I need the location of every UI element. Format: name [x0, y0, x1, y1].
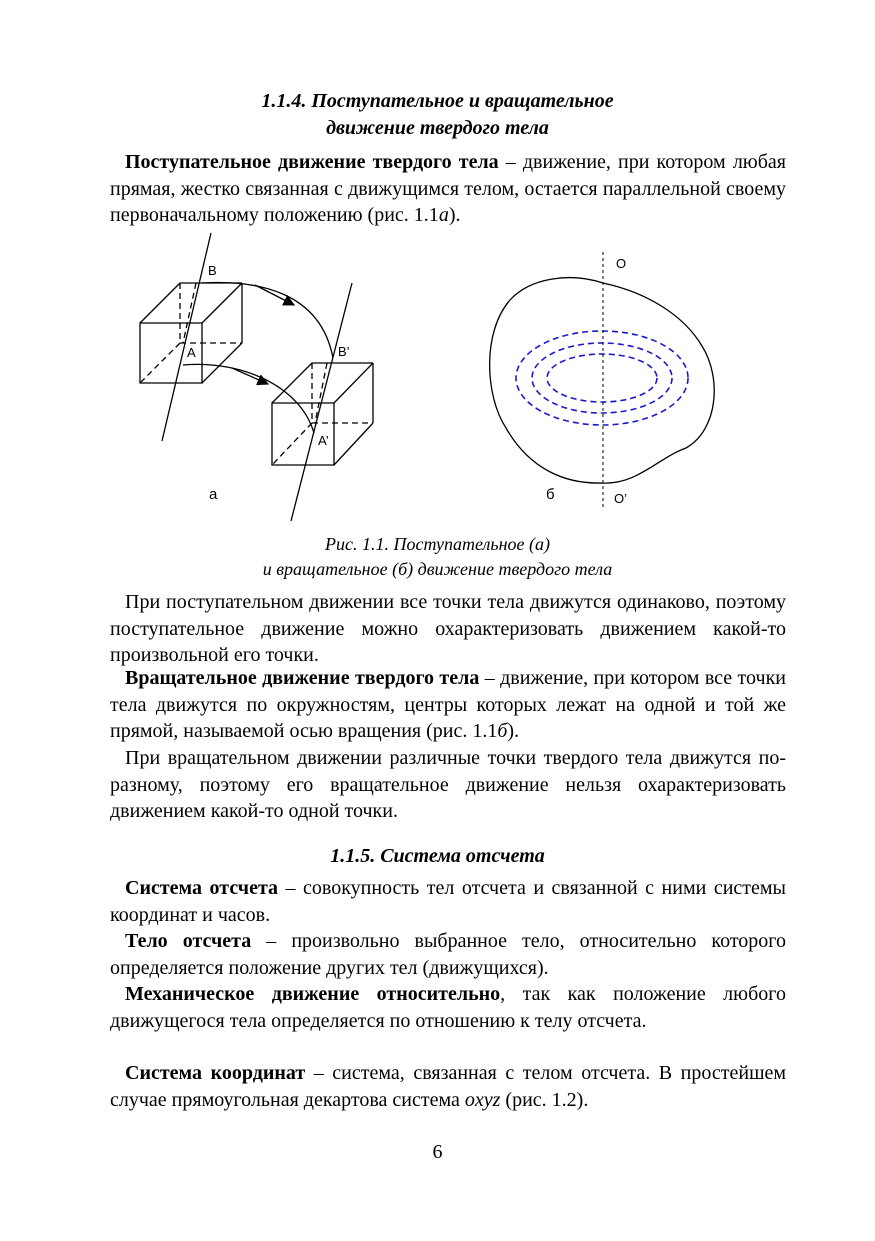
paragraph-text: – произвольно выбранное тело, относительно которого определяется положение других тел (движущихся).	[110, 930, 787, 979]
label-axis-O-prime: O’	[614, 491, 627, 506]
figure-caption	[110, 532, 765, 582]
paragraph-reference-system	[110, 875, 786, 928]
section-title-line-1: 1.1.4. Поступательное и вращательное	[261, 90, 614, 112]
paragraph-text: – система, связанная с телом отсчета. В простейшем случае прямоугольная декартова система	[110, 1062, 787, 1111]
term-relative-motion: Механическое движение относительно	[125, 983, 501, 1005]
axis-line-initial	[162, 233, 211, 441]
trajectory-arrow-B	[255, 285, 294, 305]
figure-ref-letter: б	[497, 720, 508, 742]
trajectory-arrow-A	[232, 368, 268, 384]
trajectory-arc-B	[202, 283, 333, 358]
label-point-A: A	[187, 345, 196, 360]
paragraph-text: , так как положение любого движущегося тела определяется по отношению к телу отсчета.	[110, 983, 786, 1032]
paragraph-translational-points: При поступательном движении все точки тела движутся одинаково, поэтому поступательное движение можно охарактеризовать движением какой-то произвольной его точки.	[110, 591, 786, 666]
sublabel-a: а	[209, 486, 218, 503]
caption-line-2: и вращательное (б) движение твердого тела	[262, 559, 613, 579]
rotation-circles	[516, 331, 688, 425]
paragraph-rotational-points: При вращательном движении различные точки твердого тела движутся по-разному, поэтому его вращательное движение нельзя охарактеризовать движением какой-то одной точки.	[110, 747, 786, 822]
label-point-B: B	[208, 263, 217, 278]
term-coordinate-system: Система координат	[125, 1062, 306, 1084]
section-title-1-1-5: 1.1.5. Система отсчета	[330, 845, 545, 867]
figure-ref-letter: а	[438, 204, 449, 226]
caption-line-1: Рис. 1.1. Поступательное (а)	[325, 534, 550, 554]
paragraph-text: – совокупность тел отсчета и связанной с ними системы координат и часов.	[110, 877, 786, 926]
label-axis-O: O	[616, 256, 627, 271]
term-rotational-motion: Вращательное движение твердого тела	[125, 667, 480, 689]
cube-moved	[272, 363, 373, 465]
rotating-body-outline	[490, 278, 715, 483]
math-oxyz: oxyz	[464, 1088, 501, 1111]
paragraph-coordinate-system	[110, 1060, 786, 1113]
cube-initial	[140, 283, 242, 383]
paragraph-text: – движение, при котором все точки тела движутся по окружностям, центры которых лежат на одной и той же прямой, называемой осью вращения (рис. 1.1	[110, 667, 786, 742]
page-number: 6	[432, 1141, 443, 1163]
paragraph-tail: ).	[448, 204, 461, 226]
paragraph-tail: ).	[507, 720, 520, 742]
term-reference-system: Система отсчета	[125, 877, 279, 899]
sublabel-b: б	[546, 486, 555, 503]
paragraph-text: – движение, при котором любая прямая, жестко связанная с движущимся телом, остается параллельной своему первоначальному положению (рис. 1.1	[110, 151, 786, 226]
axis-line-moved	[291, 283, 352, 521]
term-reference-body: Тело отсчета	[125, 930, 252, 952]
paragraph-reference-body	[110, 928, 786, 981]
term-translational-motion: Поступательное движение твердого тела	[125, 151, 499, 173]
paragraph-tail: (рис. 1.2).	[500, 1088, 589, 1111]
label-point-A-prime: A’	[318, 433, 329, 448]
paragraph-relative-motion	[110, 981, 786, 1034]
paragraph-rotational-definition	[110, 665, 786, 745]
section-title-line-2: движение твердого тела	[326, 117, 549, 139]
figure-1-1	[0, 0, 875, 560]
label-point-B-prime: B’	[338, 344, 350, 359]
